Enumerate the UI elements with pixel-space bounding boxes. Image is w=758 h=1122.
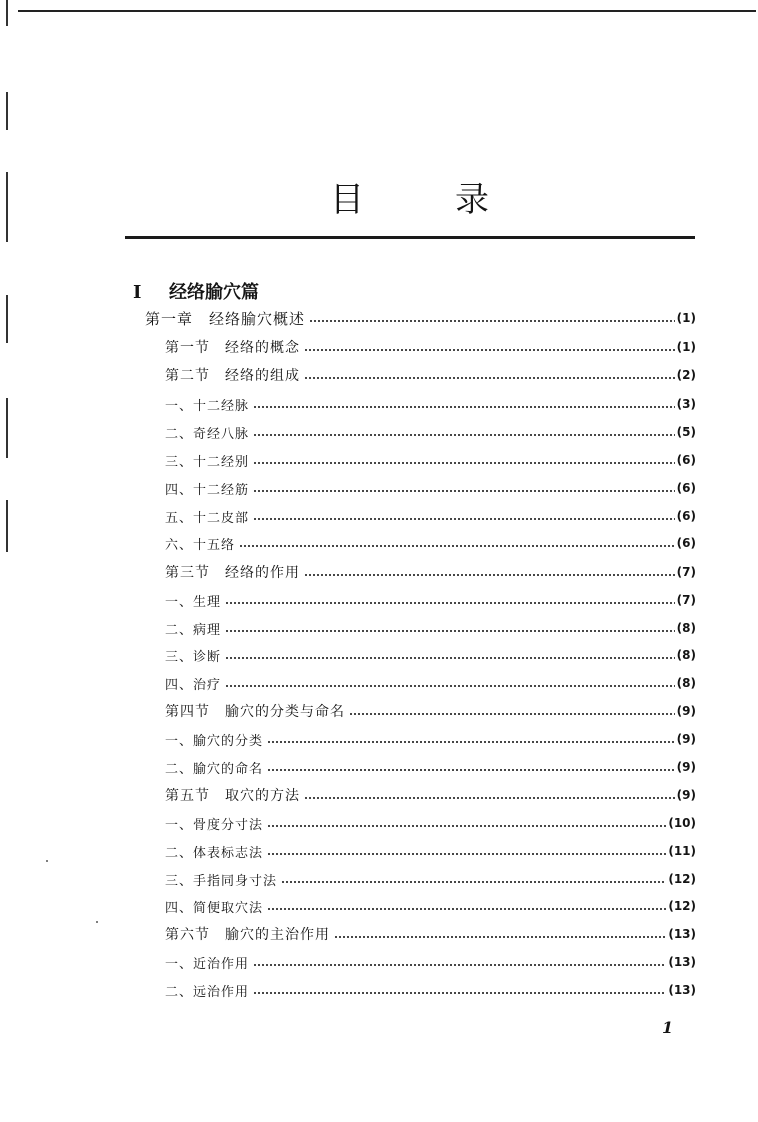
toc-label: 一、生理: [165, 594, 222, 610]
toc-entry-item[interactable]: [165, 617, 696, 639]
toc-entry-item[interactable]: [165, 979, 696, 1001]
toc-page-ref: (5): [676, 425, 696, 439]
toc-page-ref: (9): [676, 760, 696, 774]
toc-label: 第四节 腧穴的分类与命名: [165, 704, 345, 720]
toc-label: 一、腧穴的分类: [165, 733, 264, 749]
page-number: 1: [662, 1018, 674, 1037]
toc-entry-item[interactable]: [165, 477, 696, 499]
toc-label: 一、近治作用: [165, 956, 250, 972]
toc-page-ref: (3): [676, 397, 696, 411]
dot-leader: [253, 964, 666, 966]
toc-label: 四、简便取穴法: [165, 900, 264, 916]
toc-page-ref: (9): [676, 788, 696, 802]
dot-leader: [334, 936, 666, 938]
dot-leader: [267, 741, 675, 743]
left-margin-mark: [6, 500, 8, 552]
toc-page-ref: (9): [676, 704, 696, 718]
toc-entry-item[interactable]: [165, 812, 696, 834]
toc-label: 二、体表标志法: [165, 845, 264, 861]
dot-leader: [267, 853, 666, 855]
toc-label: 三、十二经别: [165, 454, 250, 470]
dot-leader: [349, 713, 675, 715]
toc-label: 二、腧穴的命名: [165, 761, 264, 777]
left-margin-mark: [6, 295, 8, 343]
dot-leader: [253, 406, 675, 408]
toc-entry-item[interactable]: [165, 672, 696, 694]
scan-speck: [46, 860, 48, 862]
left-margin-mark: [6, 0, 8, 26]
toc-label: 四、十二经筋: [165, 482, 250, 498]
toc-page-ref: (12): [668, 899, 696, 913]
toc-page-ref: (1): [676, 311, 696, 325]
toc-page-ref: (6): [676, 481, 696, 495]
dot-leader: [239, 545, 675, 547]
toc-page-ref: (10): [668, 816, 696, 830]
toc-entry-item[interactable]: [165, 756, 696, 778]
toc-label: 第三节 经络的作用: [165, 565, 300, 581]
toc-page-ref: (7): [676, 593, 696, 607]
toc-label: 二、远治作用: [165, 984, 250, 1000]
dot-leader: [267, 825, 666, 827]
toc-page-ref: (8): [676, 676, 696, 690]
dot-leader: [253, 992, 666, 994]
toc-entry-chapter-1[interactable]: [145, 307, 696, 329]
toc-entry-item[interactable]: [165, 393, 696, 415]
toc-page-ref: (6): [676, 536, 696, 550]
toc-label: 第一节 经络的概念: [165, 340, 300, 356]
toc-page-ref: (11): [668, 844, 696, 858]
toc-page-ref: (13): [668, 983, 696, 997]
dot-leader: [253, 434, 675, 436]
dot-leader: [225, 657, 675, 659]
left-margin-mark: [6, 398, 8, 458]
toc-label: 一、骨度分寸法: [165, 817, 264, 833]
toc-page-ref: (8): [676, 648, 696, 662]
toc-entry-item[interactable]: [165, 951, 696, 973]
dot-leader: [309, 320, 675, 322]
toc-label: 四、治疗: [165, 677, 222, 693]
toc-page-ref: (9): [676, 732, 696, 746]
top-border-rule: [18, 10, 756, 12]
toc-page-ref: (12): [668, 872, 696, 886]
dot-leader: [225, 602, 675, 604]
title-underline: [125, 236, 695, 239]
toc-page-ref: (13): [668, 955, 696, 969]
toc-entry-item[interactable]: [165, 644, 696, 666]
toc-label: 一、十二经脉: [165, 398, 250, 414]
dot-leader: [304, 349, 675, 351]
toc-entry-item[interactable]: [165, 589, 696, 611]
toc-label: 第一章 经络腧穴概述: [145, 309, 306, 328]
dot-leader: [304, 574, 675, 576]
toc-label: 第五节 取穴的方法: [165, 788, 300, 804]
toc-label: 第二节 经络的组成: [165, 368, 300, 384]
toc-entry-item[interactable]: [165, 421, 696, 443]
toc-page-ref: (13): [668, 927, 696, 941]
toc-entry-item[interactable]: [165, 840, 696, 862]
toc-entry-section[interactable]: [165, 561, 696, 583]
toc-page-ref: (1): [676, 340, 696, 354]
dot-leader: [225, 685, 675, 687]
left-margin-mark: [6, 92, 8, 130]
part-number: I: [133, 282, 142, 303]
dot-leader: [253, 462, 675, 464]
left-margin-mark: [6, 172, 8, 242]
toc-entry-item[interactable]: [165, 895, 696, 917]
toc-page-ref: (6): [676, 453, 696, 467]
title-char-2: 录: [455, 180, 489, 220]
title-char-1: 目: [330, 180, 364, 220]
toc-page-ref: (7): [676, 565, 696, 579]
dot-leader: [304, 797, 675, 799]
part-heading: [133, 278, 259, 304]
dot-leader: [267, 908, 666, 910]
page-title: [125, 180, 695, 224]
toc-label: 三、诊断: [165, 649, 222, 665]
toc-page-ref: (2): [676, 368, 696, 382]
toc-entry-section[interactable]: [165, 700, 696, 722]
toc-entry-section[interactable]: [165, 923, 696, 945]
dot-leader: [225, 630, 675, 632]
dot-leader: [253, 518, 675, 520]
toc-entry-section[interactable]: [165, 784, 696, 806]
toc-page-ref: (6): [676, 509, 696, 523]
toc-label: 三、手指同身寸法: [165, 873, 278, 889]
toc-label: 第六节 腧穴的主治作用: [165, 927, 330, 943]
toc-entry-item[interactable]: [165, 532, 696, 554]
toc-label: 五、十二皮部: [165, 510, 250, 526]
toc-label: 二、病理: [165, 622, 222, 638]
dot-leader: [304, 377, 675, 379]
dot-leader: [267, 769, 675, 771]
dot-leader: [281, 881, 666, 883]
toc-entry-item[interactable]: [165, 505, 696, 527]
toc-entry-section[interactable]: [165, 364, 696, 386]
dot-leader: [253, 490, 675, 492]
toc-label: 二、奇经八脉: [165, 426, 250, 442]
toc-page-ref: (8): [676, 621, 696, 635]
toc-entry-item[interactable]: [165, 449, 696, 471]
toc-entry-item[interactable]: [165, 868, 696, 890]
toc-entry-section[interactable]: [165, 336, 696, 358]
toc-entry-item[interactable]: [165, 728, 696, 750]
scan-speck: [96, 921, 98, 923]
part-title: 经络腧穴篇: [169, 282, 259, 303]
toc-label: 六、十五络: [165, 537, 236, 553]
